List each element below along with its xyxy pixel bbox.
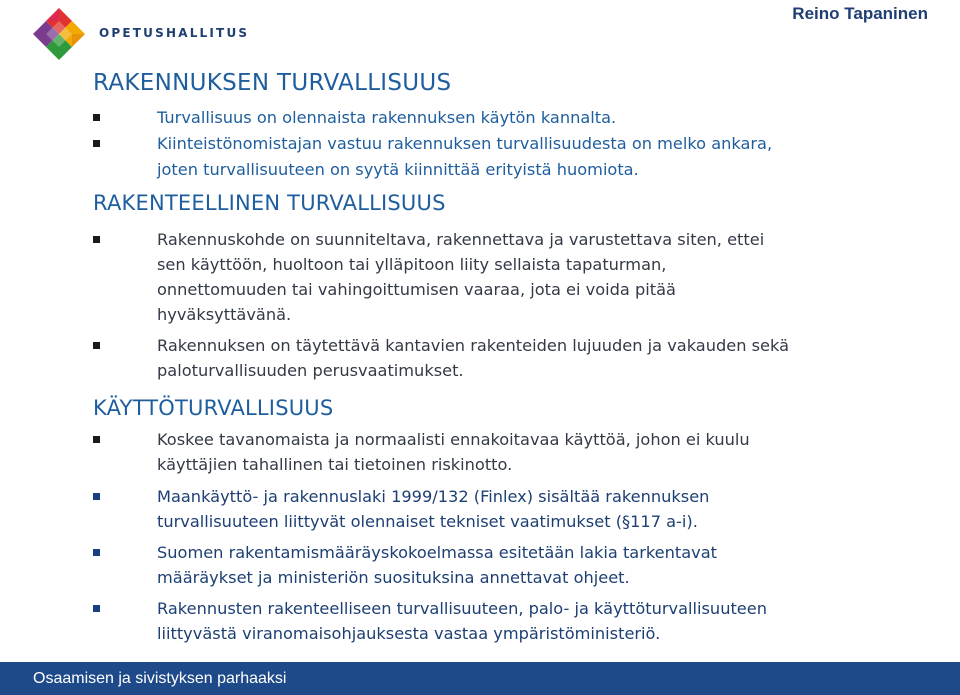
section-title-structural: RAKENTEELLINEN TURVALLISUUS (93, 191, 446, 215)
footer-bar (0, 662, 960, 695)
opetushallitus-logo-icon (33, 8, 85, 60)
usage-bullet-3-line-1: Suomen rakentamismääräyskokoelmassa esitetään lakia tarkentavat (157, 543, 717, 562)
intro-line-1: Turvallisuus on olennaista rakennuksen käytön kannalta. (157, 108, 617, 127)
bullet-marker (93, 605, 100, 612)
section-title-usage: KÄYTTÖTURVALLISUUS (93, 396, 334, 420)
bullet-marker (93, 140, 100, 147)
usage-bullet-1-line-2: käyttäjien tahallinen tai tietoinen riskinotto. (157, 455, 513, 474)
intro-line-3: joten turvallisuuteen on syytä kiinnittää erityistä huomiota. (157, 160, 639, 179)
bullet-marker (93, 114, 100, 121)
usage-bullet-2-line-1: Maankäyttö- ja rakennuslaki 1999/132 (Finlex) sisältää rakennuksen (157, 487, 710, 506)
page-title: RAKENNUKSEN TURVALLISUUS (93, 70, 452, 96)
structural-bullet-2-line-2: paloturvallisuuden perusvaatimukset. (157, 361, 464, 380)
structural-bullet-1-line-4: hyväksyttävänä. (157, 305, 292, 324)
bullet-marker (93, 236, 100, 243)
usage-bullet-4-line-1: Rakennusten rakenteelliseen turvallisuuteen, palo- ja käyttöturvallisuuteen (157, 599, 767, 618)
logo-text: OPETUSHALLITUS (99, 26, 250, 40)
usage-bullet-2-line-2: turvallisuuteen liittyvät olennaiset tekniset vaatimukset (§117 a-i). (157, 512, 698, 531)
bullet-marker (93, 493, 100, 500)
structural-bullet-2-line-1: Rakennuksen on täytettävä kantavien rakenteiden lujuuden ja vakauden sekä (157, 336, 790, 355)
bullet-marker (93, 549, 100, 556)
usage-bullet-3-line-2: määräykset ja ministeriön suosituksina annettavat ohjeet. (157, 568, 630, 587)
intro-line-2: Kiinteistönomistajan vastuu rakennuksen turvallisuudesta on melko ankara, (157, 134, 773, 153)
bullet-marker (93, 342, 100, 349)
author-name: Reino Tapaninen (792, 4, 928, 23)
bullet-marker (93, 436, 100, 443)
usage-bullet-1-line-1: Koskee tavanomaista ja normaalisti ennakoitavaa käyttöä, johon ei kuulu (157, 430, 750, 449)
usage-bullet-4-line-2: liittyvästä viranomaisohjauksesta vastaa ympäristöministeriö. (157, 624, 661, 643)
structural-bullet-1-line-3: onnettomuuden tai vahingoittumisen vaaraa, jota ei voida pitää (157, 280, 676, 299)
footer-text: Osaamisen ja sivistyksen parhaaksi (33, 670, 287, 687)
structural-bullet-1-line-2: sen käyttöön, huoltoon tai ylläpitoon liity sellaista tapaturman, (157, 255, 667, 274)
structural-bullet-1-line-1: Rakennuskohde on suunniteltava, rakennettava ja varustettava siten, ettei (157, 230, 765, 249)
